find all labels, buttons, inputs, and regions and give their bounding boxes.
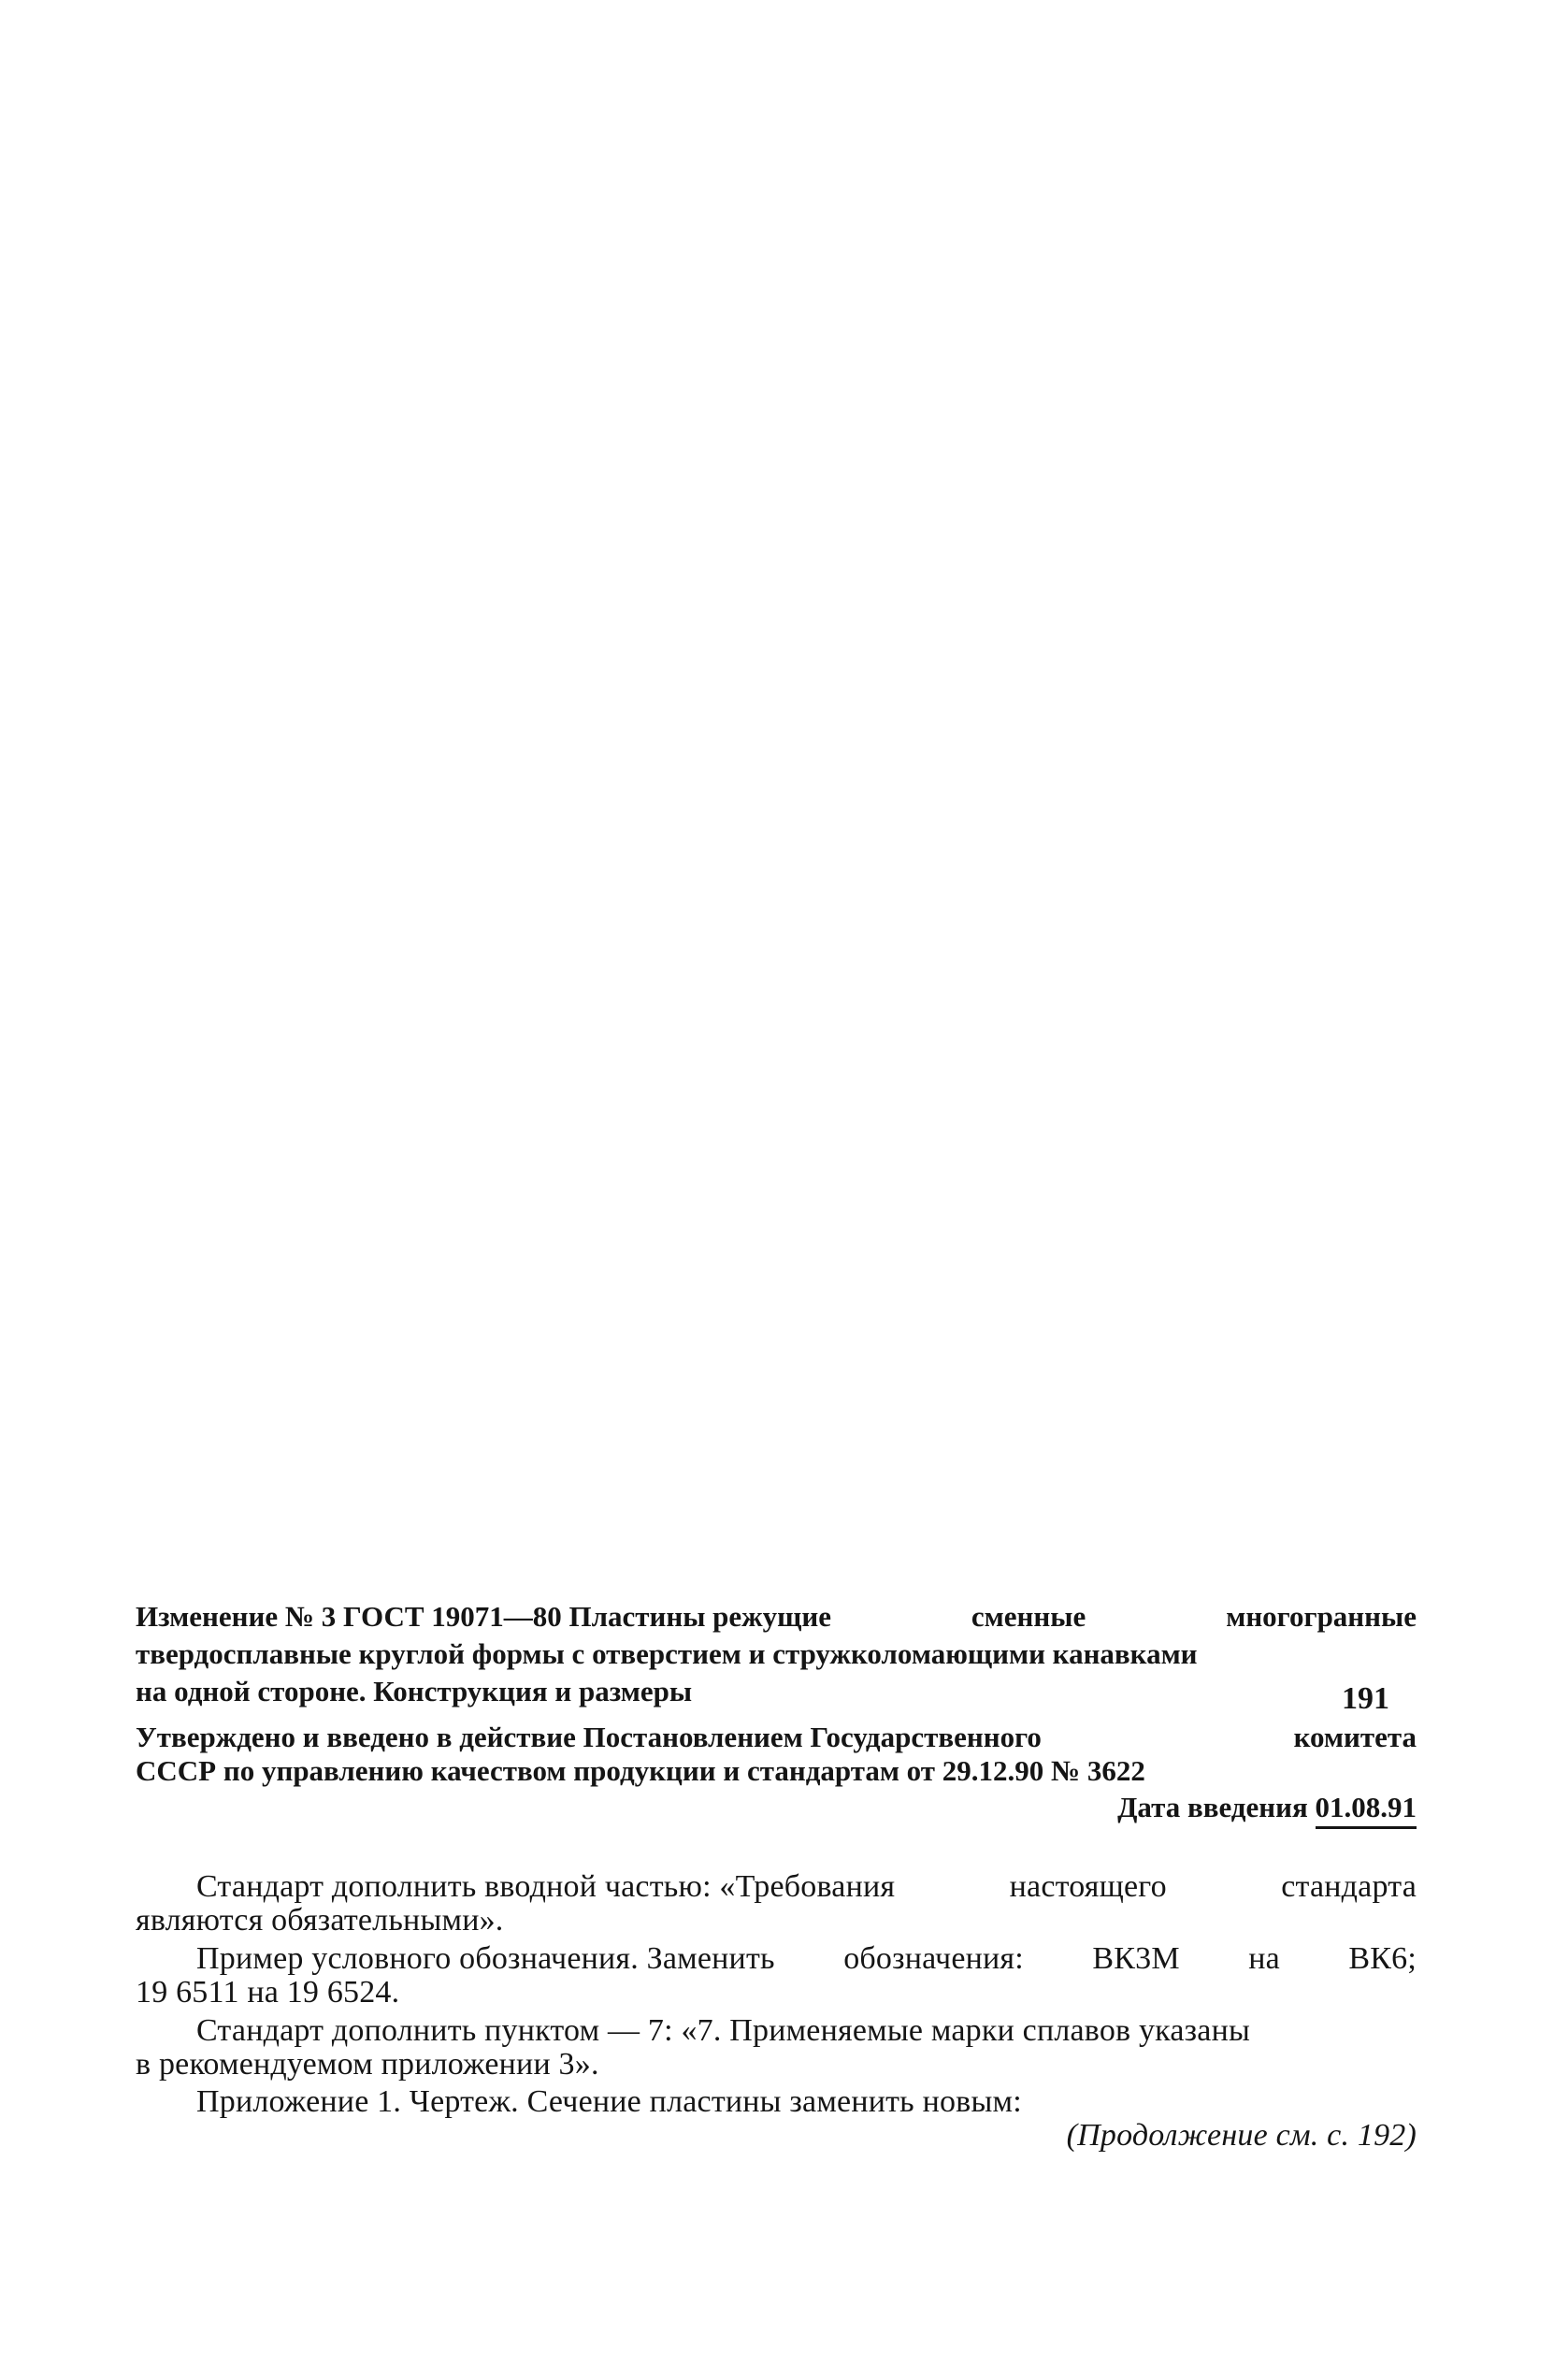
effective-date [1117, 1793, 1417, 1829]
paragraph-2-line-1 [136, 1943, 1417, 1975]
paragraph-3-line-1-text: Стандарт дополнить пунктом — 7: «7. Применяемые марки сплавов указаны [196, 2013, 1251, 2048]
amendment-title [136, 1602, 1417, 1723]
paragraph-2-line-1-part-2: обозначения: [843, 1941, 1024, 1976]
effective-date-value: 01.08.91 [1316, 1793, 1417, 1829]
paragraph-3-line-2: в рекомендуемом приложении 3». [136, 2047, 599, 2082]
paragraph-2-line-1-part-4: на [1248, 1941, 1280, 1976]
paragraph-2-line-1-part-3: ВК3М [1092, 1941, 1180, 1976]
paragraph-4-line-1: Приложение 1. Чертеж. Сечение пластины заменить новым: [196, 2084, 1022, 2119]
title-line-1-part-1: Изменение № 3 ГОСТ 19071—80 Пластины режущие [136, 1600, 831, 1633]
effective-date-label: Дата введения [1117, 1791, 1308, 1823]
approval-line-1 [136, 1722, 1417, 1751]
paragraph-1-line-1 [136, 1871, 1417, 1903]
title-line-1-part-3: многогранные [1226, 1600, 1417, 1633]
paragraph-2-line-2: 19 6511 на 19 6524. [136, 1975, 400, 2010]
approval-line-1-part-1: Утверждено и введено в действие Постановлением Государственного [136, 1721, 1042, 1753]
approval-line-1-part-2: комитета [1293, 1721, 1417, 1753]
paragraph-1-line-2: являются обязательными». [136, 1903, 504, 1938]
paragraph-1-line-1-part-1: Стандарт дополнить вводной частью: «Требования [196, 1869, 896, 1904]
effective-date-block [136, 1793, 1417, 1839]
page-number: 191 [1342, 1681, 1389, 1716]
title-line-1 [136, 1602, 1417, 1631]
paragraph-2-line-1-part-5: ВК6; [1348, 1941, 1417, 1976]
approval-statement [136, 1722, 1417, 1797]
paragraph-2-line-1-part-1: Пример условного обозначения. Заменить [196, 1941, 775, 1976]
paragraph-3-line-1 [136, 2015, 1417, 2047]
continuation-note: (Продолжение см. с. 192) [1066, 2118, 1417, 2153]
approval-line-2: СССР по управлению качеством продукции и стандартам от 29.12.90 № 3622 [136, 1754, 1145, 1787]
title-line-2: твердосплавные круглой формы с отверстием и стружколомающими канавками [136, 1637, 1198, 1670]
continuation-note-block [136, 2120, 1417, 2162]
title-line-1-part-2: сменные [971, 1600, 1086, 1633]
paragraph-1-line-1-part-2: настоящего [1009, 1869, 1167, 1904]
title-line-3: на одной стороне. Конструкция и размеры [136, 1675, 693, 1707]
paragraph-1-line-1-part-3: стандарта [1281, 1869, 1417, 1904]
